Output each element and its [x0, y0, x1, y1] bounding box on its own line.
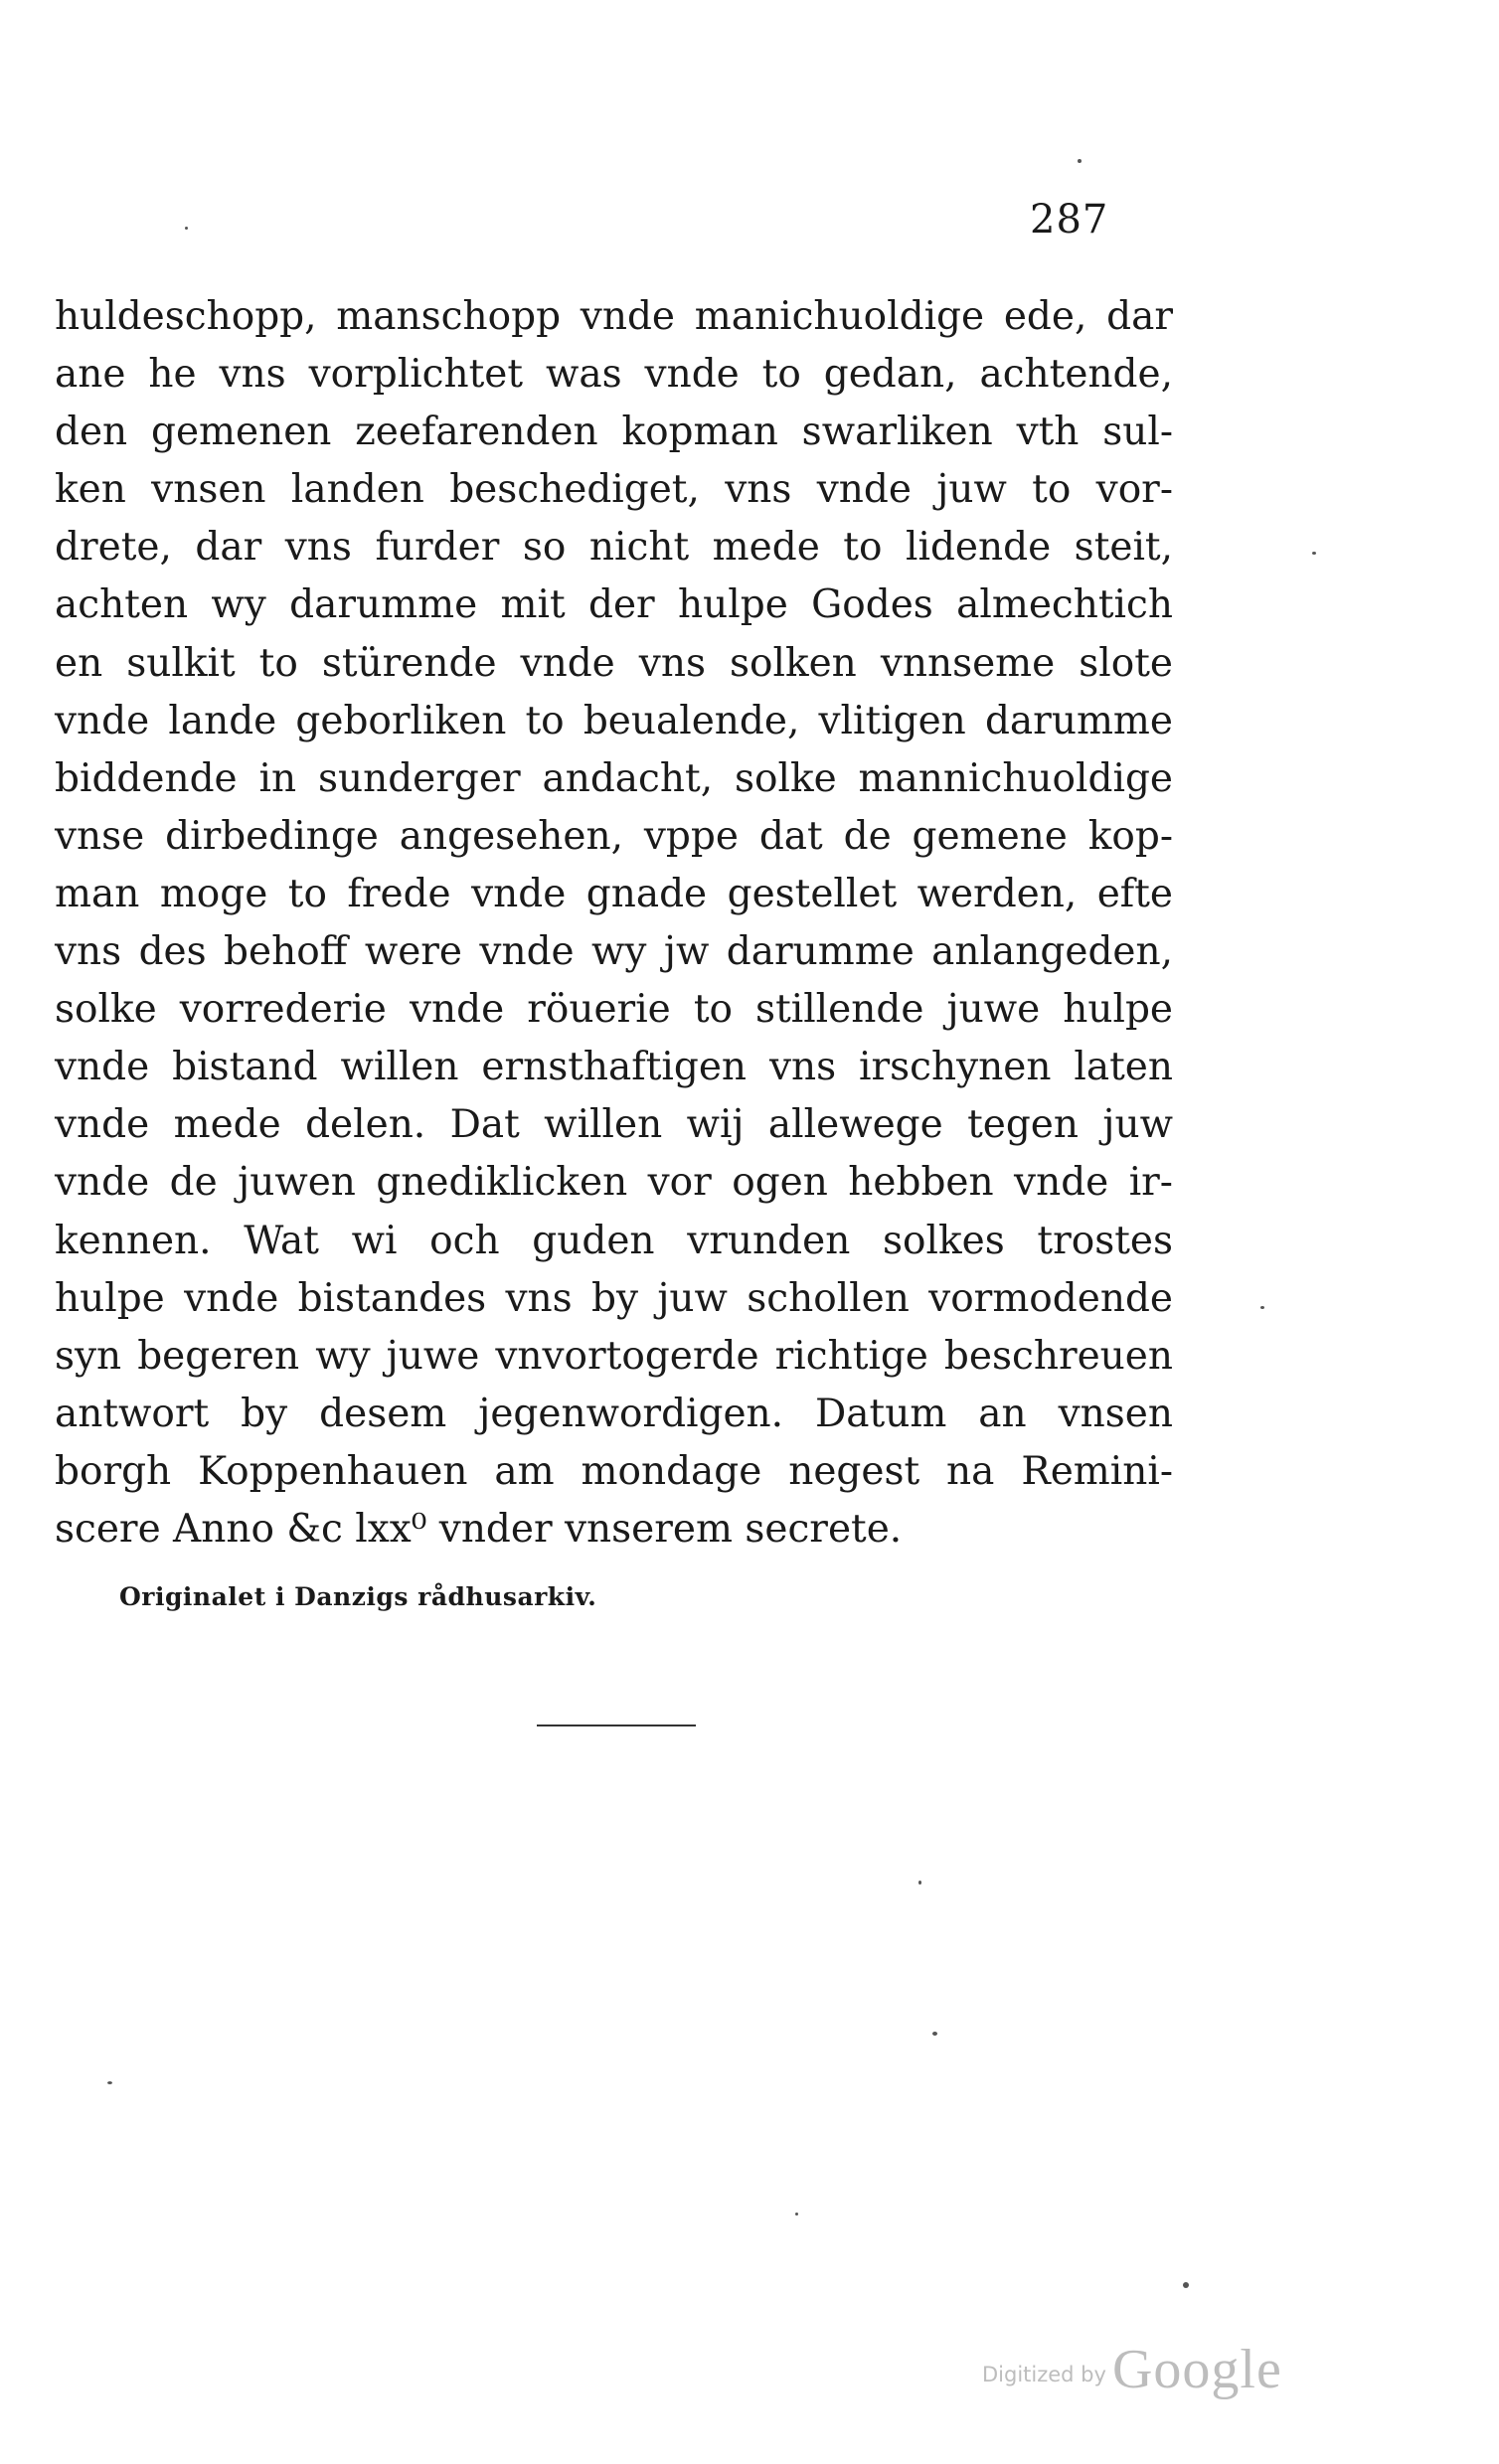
text-line: man moge to frede vnde gnade gestellet werden, efte [55, 871, 1173, 916]
text-line: achten wy darumme mit der hulpe Godes almechtich [55, 582, 1173, 628]
text-line: en sulkit to stürende vnde vns solken vnnseme slote [55, 640, 1173, 686]
text-line: vnde lande geborliken to beualende, vlitigen darumme [55, 698, 1173, 743]
text-line: ken vnsen landen beschediget, vns vnde juw to vor- [55, 467, 1173, 513]
scan-speck [1260, 1306, 1264, 1309]
page-number: 287 [1030, 197, 1109, 243]
text-line: vnde mede delen. Dat willen wij allewege tegen juw [55, 1102, 1173, 1148]
scan-speck [1312, 552, 1316, 555]
text-line: vnse dirbedinge angesehen, vppe dat de gemene kop- [55, 813, 1173, 859]
scan-speck [932, 2032, 937, 2036]
scan-speck [185, 227, 188, 230]
text-line: ane he vns vorplichtet was vnde to gedan, achtende, [55, 352, 1173, 398]
text-line: huldeschopp, manschopp vnde manichuoldige ede, dar [55, 294, 1173, 339]
text-line: vns des behoff were vnde wy jw darumme anlangeden, [55, 929, 1173, 975]
text-line: vnde de juwen gnediklicken vor ogen hebben vnde ir- [55, 1160, 1173, 1206]
text-line: kennen. Wat wi och guden vrunden solkes trostes [55, 1218, 1173, 1263]
text-line: den gemenen zeefarenden kopman swarliken vth sul- [55, 410, 1173, 455]
text-line: solke vorrederie vnde röuerie to stillende juwe hulpe [55, 987, 1173, 1033]
text-line: syn begeren wy juwe vnvortogerde richtige beschreuen [55, 1333, 1173, 1379]
text-line: vnde bistand willen ernsthaftigen vns irschynen laten [55, 1045, 1173, 1090]
section-divider [537, 1725, 696, 1726]
text-line: drete, dar vns furder so nicht mede to lidende steit, [55, 525, 1173, 571]
watermark-prefix: Digitized by [982, 2363, 1106, 2386]
scan-speck [1078, 159, 1082, 163]
text-line-last: scere Anno &c lxx⁰ vnder vnserem secrete. [55, 1506, 903, 1552]
scan-speck [107, 2081, 112, 2084]
source-note: Originalet i Danzigs rådhusarkiv. [119, 1582, 597, 1611]
google-watermark [982, 2338, 1282, 2401]
text-line: biddende in sunderger andacht, solke mannichuoldige [55, 755, 1173, 801]
body-text [55, 288, 1173, 1559]
scan-speck [795, 2213, 798, 2216]
text-line: borgh Koppenhauen am mondage negest na Remini- [55, 1448, 1173, 1494]
google-logo: Google [1111, 2339, 1282, 2400]
text-line: antwort by desem jegenwordigen. Datum an vnsen [55, 1391, 1173, 1436]
scan-speck [918, 1881, 921, 1885]
text-line: hulpe vnde bistandes vns by juw schollen vormodende [55, 1275, 1173, 1321]
scan-speck [1183, 2282, 1189, 2288]
